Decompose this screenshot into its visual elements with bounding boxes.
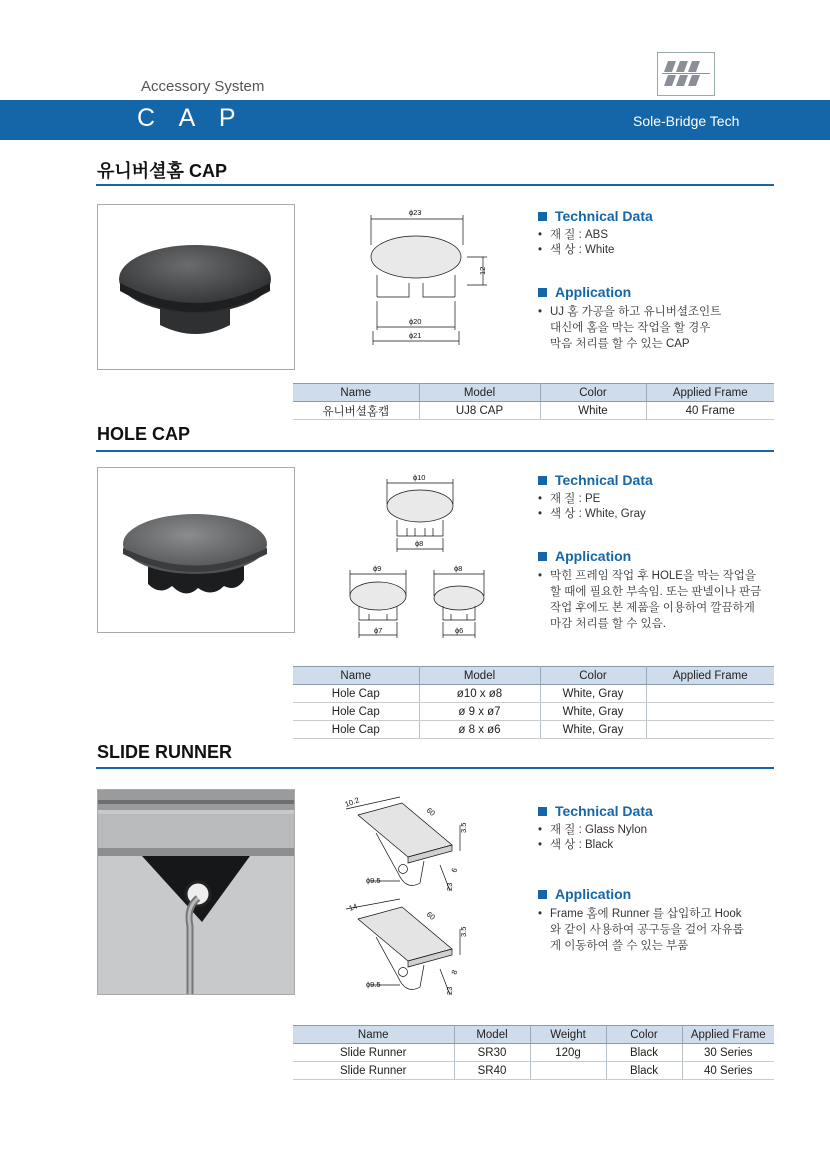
table-cell — [646, 685, 774, 703]
table-header: Name — [293, 384, 419, 402]
table-cell: ø 9 x ø7 — [419, 703, 540, 721]
table-header: Applied Frame — [646, 667, 774, 685]
application-text: • UJ 홈 가공을 하고 유니버셜조인트 대신에 홈을 막는 작업을 할 경우 막음 처리를 할 수 있는 CAP — [538, 306, 722, 350]
table-cell: Black — [606, 1044, 682, 1062]
dim-label: ɸ10 — [413, 473, 426, 482]
dim-label: ɸ9.5 — [366, 876, 381, 885]
dim-label: 23 — [445, 882, 454, 891]
brand-name: Sole-Bridge Tech — [633, 113, 740, 129]
table-header: Name — [293, 667, 419, 685]
table-cell: Black — [606, 1062, 682, 1080]
product-photo-hole-cap — [97, 467, 295, 633]
spec-row: • 재 질 : PE — [538, 493, 601, 505]
product-photo-slide-runner — [97, 789, 295, 995]
table-cell: Slide Runner — [293, 1044, 454, 1062]
table-cell: 120g — [530, 1044, 606, 1062]
table-header: Model — [419, 384, 540, 402]
dim-label: ɸ6 — [455, 626, 464, 635]
table-cell: White — [540, 402, 646, 420]
application-heading: Application — [538, 284, 768, 300]
table-row — [293, 721, 774, 739]
square-bullet-icon — [538, 212, 547, 221]
table-header: Model — [419, 667, 540, 685]
dim-label: 3.5 — [459, 822, 468, 833]
section-title: HOLE CAP — [97, 424, 191, 444]
spec-row: • 색 상 : White — [538, 244, 615, 256]
spec-row: • 색 상 : White, Gray — [538, 508, 646, 520]
section-title: 유니버셜홈 CAP — [97, 161, 227, 181]
dim-label: ɸ7 — [374, 626, 383, 635]
table-header: Weight — [530, 1026, 606, 1044]
table-cell: 40 Frame — [646, 402, 774, 420]
square-bullet-icon — [538, 552, 547, 561]
spec-row: • 재 질 : Glass Nylon — [538, 824, 648, 836]
technical-drawing-universal-cap — [363, 205, 503, 345]
page-title: C A P — [137, 104, 245, 132]
spec-table-universal-cap — [293, 383, 774, 420]
table-cell: Hole Cap — [293, 703, 419, 721]
technical-data-block — [538, 803, 770, 954]
table-header: Name — [293, 1026, 454, 1044]
dim-label: 3.5 — [459, 926, 468, 937]
table-cell — [646, 703, 774, 721]
table-cell: ø 8 x ø6 — [419, 721, 540, 739]
square-bullet-icon — [538, 288, 547, 297]
dim-label: ɸ20 — [409, 317, 422, 326]
dim-label: ɸ21 — [409, 331, 422, 340]
table-cell: 30 Series — [682, 1044, 774, 1062]
spec-table-hole-cap — [293, 666, 774, 739]
square-bullet-icon — [538, 890, 547, 899]
dim-label: ɸ9.5 — [366, 980, 381, 989]
table-cell: Slide Runner — [293, 1062, 454, 1080]
section-divider — [96, 184, 774, 186]
table-header-row — [293, 1026, 774, 1044]
table-cell — [646, 721, 774, 739]
square-bullet-icon — [538, 807, 547, 816]
table-header: Color — [540, 384, 646, 402]
table-row — [293, 685, 774, 703]
dim-label: 60 — [424, 909, 437, 922]
table-cell: 유니버셜홈캡 — [293, 402, 419, 420]
table-row — [293, 1062, 774, 1080]
table-header: Applied Frame — [646, 384, 774, 402]
product-photo-universal-cap — [97, 204, 295, 370]
technical-data-heading: Technical Data — [538, 472, 770, 488]
dim-label: ɸ8 — [454, 564, 463, 573]
spec-row: • 재 질 : ABS — [538, 229, 609, 241]
table-cell — [530, 1062, 606, 1080]
dim-label: 60 — [424, 805, 437, 818]
section-divider — [96, 767, 774, 769]
dim-label: 12 — [478, 266, 487, 275]
table-header: Color — [606, 1026, 682, 1044]
dim-label: 23 — [445, 986, 454, 995]
table-header: Applied Frame — [682, 1026, 774, 1044]
application-heading: Application — [538, 886, 770, 902]
table-row — [293, 402, 774, 420]
table-cell: Hole Cap — [293, 685, 419, 703]
table-cell: SR30 — [454, 1044, 530, 1062]
table-cell: White, Gray — [540, 721, 646, 739]
dim-label: ɸ8 — [415, 539, 424, 548]
table-cell: Hole Cap — [293, 721, 419, 739]
technical-data-heading: Technical Data — [538, 208, 768, 224]
technical-drawing-hole-cap — [345, 470, 495, 645]
table-row — [293, 703, 774, 721]
technical-drawing-slide-runner — [340, 795, 480, 1000]
table-cell: ø10 x ø8 — [419, 685, 540, 703]
application-heading: Application — [538, 548, 770, 564]
table-cell: SR40 — [454, 1062, 530, 1080]
company-logo — [657, 52, 715, 96]
table-header: Color — [540, 667, 646, 685]
dim-label: 14 — [347, 901, 359, 913]
table-cell: White, Gray — [540, 685, 646, 703]
table-cell: White, Gray — [540, 703, 646, 721]
technical-data-heading: Technical Data — [538, 803, 770, 819]
application-text: • Frame 홈에 Runner 를 삽입하고 Hook 와 같이 사용하여 공구등을 걸어 자유롭 게 이동하여 쓸 수 있는 부품 — [538, 908, 744, 952]
technical-data-block — [538, 472, 770, 632]
square-bullet-icon — [538, 476, 547, 485]
dim-label: ɸ23 — [409, 208, 422, 217]
dim-label: 8 — [449, 968, 460, 976]
table-header-row — [293, 384, 774, 402]
dim-label: ɸ9 — [373, 564, 382, 573]
table-cell: 40 Series — [682, 1062, 774, 1080]
spec-row: • 색 상 : Black — [538, 839, 614, 851]
dim-label: 10.2 — [343, 795, 361, 809]
dim-label: 6 — [449, 866, 460, 874]
application-text: • 막힌 프레임 작업 후 HOLE을 막는 작업을 할 때에 필요한 부속임. 또는 판넬이나 판금 작업 후에도 본 제품을 이용하여 깔끔하게 마감 처리를 할 수 있음. — [538, 570, 762, 630]
section-divider — [96, 450, 774, 452]
table-header-row — [293, 667, 774, 685]
spec-table-slide-runner — [293, 1025, 774, 1080]
table-cell: UJ8 CAP — [419, 402, 540, 420]
section-title: SLIDE RUNNER — [97, 742, 233, 762]
technical-data-block — [538, 208, 768, 352]
table-row — [293, 1044, 774, 1062]
table-header: Model — [454, 1026, 530, 1044]
catalog-series-label: Accessory System — [141, 78, 265, 95]
